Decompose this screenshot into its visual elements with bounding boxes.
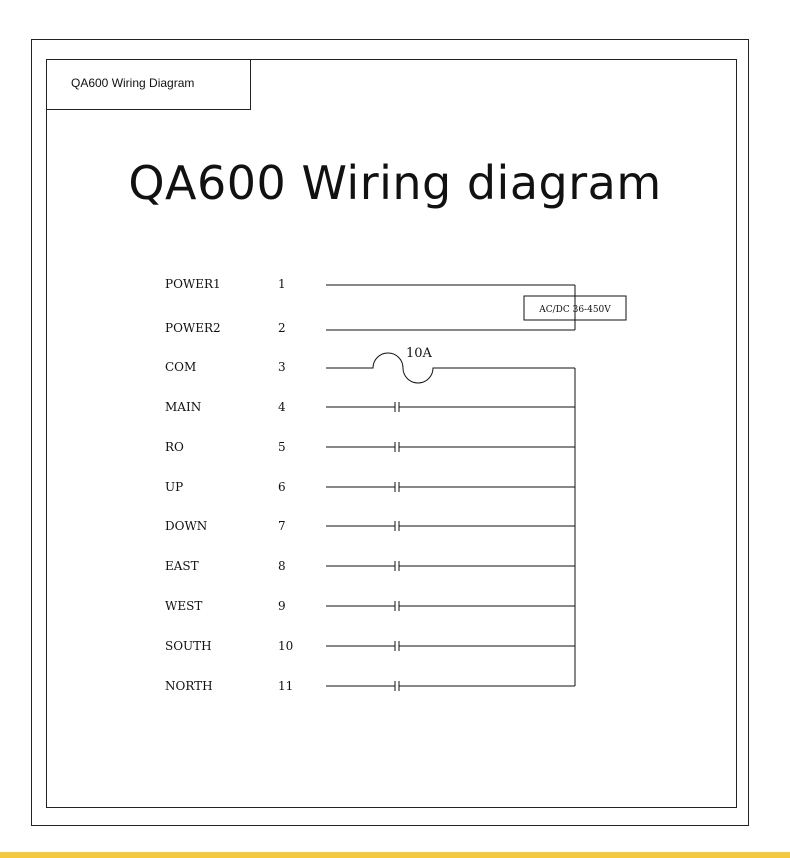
terminal-name: EAST [165, 559, 199, 573]
terminal-number: 11 [278, 679, 294, 693]
fuse-label: 10A [406, 346, 432, 361]
terminal-number: 2 [278, 321, 286, 335]
terminal-number: 3 [278, 360, 286, 374]
fuse-wire [326, 353, 575, 383]
page-title: QA600 Wiring diagram [128, 156, 662, 210]
terminal-number: 9 [278, 599, 286, 613]
terminal-number: 7 [278, 519, 286, 533]
terminal-name: POWER1 [165, 277, 221, 291]
terminal-name: SOUTH [165, 639, 212, 653]
wires-group [326, 285, 575, 691]
terminal-name: NORTH [165, 679, 213, 693]
terminal-name: POWER2 [165, 321, 221, 335]
terminal-number: 1 [278, 277, 286, 291]
power-supply-label: AC/DC 36-450V [539, 305, 611, 315]
terminal-number: 4 [278, 400, 286, 414]
terminal-number: 5 [278, 440, 286, 454]
terminal-name: RO [165, 440, 184, 454]
terminal-name: UP [165, 480, 184, 494]
accent-bar [0, 852, 790, 858]
terminal-name: DOWN [165, 519, 208, 533]
terminal-number: 10 [278, 639, 294, 653]
terminal-number: 6 [278, 480, 286, 494]
terminal-number: 8 [278, 559, 286, 573]
terminal-name: MAIN [165, 400, 202, 414]
terminal-name: COM [165, 360, 197, 374]
title-box: QA600 Wiring Diagram [46, 59, 251, 110]
terminal-name: WEST [165, 599, 203, 613]
